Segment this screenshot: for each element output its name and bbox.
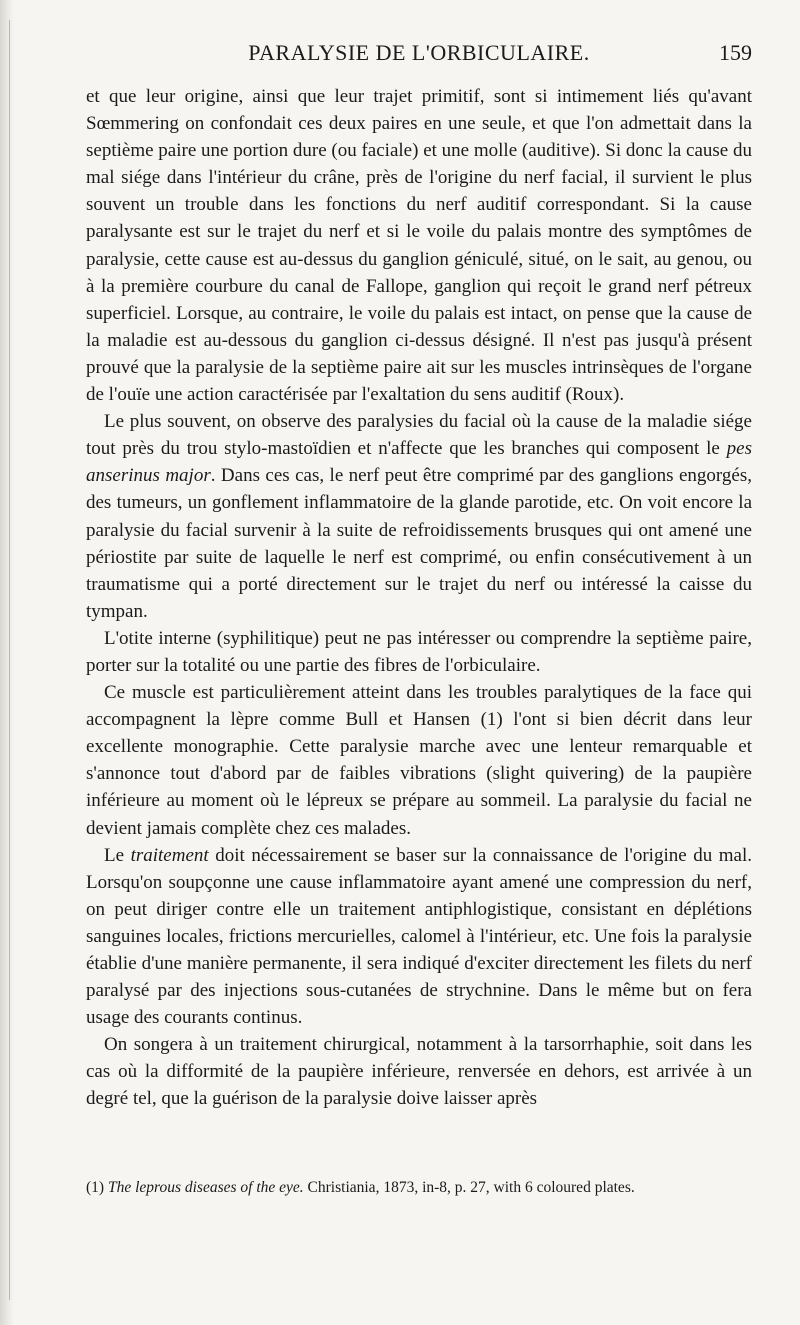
main-text — [86, 83, 752, 1113]
paragraph-2-text-b: . Dans ces cas, le nerf peut être comprimé par des ganglions engorgés, des tumeurs, un gonflement inflammatoire de la glande parotide, etc. On voit encore la paralysie du facial survenir à la suite de refroidissements brusques qui ont amené une périostite par suite de laquelle le nerf est comprimé, ou enfin consécutivement à un traumatisme qui a porté directement sur le trajet du nerf ou intéressé la caisse du tympan. — [86, 465, 752, 622]
paragraph-4: Ce muscle est particulièrement atteint dans les troubles paralytiques de la face qui accompagnent la lèpre comme Bull et Hansen (1) l'ont si bien décrit dans leur excellente monographie. Cette paralysie marche avec une lenteur remarquable et s'annonce tout d'abord par de faibles vibrations (slight quivering) de la paupière inférieure au moment où le lépreux se prépare au sommeil. La paralysie du facial ne devient jamais complète chez ces malades. — [86, 682, 752, 839]
paragraph-5 — [86, 842, 752, 1032]
footnote-title: The leprous diseases of the eye. — [107, 1179, 304, 1196]
paragraph-5-italic: traitement — [130, 844, 209, 866]
paragraph-5-text-a: Le — [104, 844, 131, 866]
footnote — [86, 1177, 752, 1199]
paragraph-3: L'otite interne (syphilitique) peut ne pas intéresser ou comprendre la septième paire, porter sur la totalité ou une partie des fibres de l'orbiculaire. — [86, 627, 752, 676]
footnote-citation: Christiania, 1873, in-8, p. 27, with 6 coloured plates. — [303, 1179, 635, 1196]
paragraph-2-italic: pes anserinus major — [86, 438, 752, 487]
footnote-marker: (1) — [86, 1179, 108, 1196]
gutter-line — [9, 20, 10, 1300]
paragraph-2 — [86, 408, 752, 625]
paragraph-6: On songera à un traitement chirurgical, notamment à la tarsorrhaphie, soit dans les cas où la difformité de la paupière inférieure, renversée en dehors, est arrivée à un degré tel, que la guérison de la paralysie doive laisser après — [86, 1034, 752, 1110]
paragraph-2-text-a: Le plus souvent, on observe des paralysies du facial où la cause de la maladie siége tout près du trou stylo-mastoïdien et n'affecte que les branches qui composent le — [86, 411, 752, 460]
paragraph-1: et que leur origine, ainsi que leur trajet primitif, sont si intimement liés qu'avant Sœmmering on confondait ces deux paires en une seule, et que l'on admettait dans la septième paire une portion dure (ou faciale) et une molle (auditive). Si donc la cause du mal siége dans l'intérieur du crâne, près de l'origine du nerf facial, il survient le plus souvent un trouble dans les fonctions du nerf auditif correspondant. Si la cause paralysante est sur le trajet du nerf et si le voile du palais montre des symptômes de paralysie, cette cause est au-dessus du ganglion géniculé, situé, on le sait, au genou, ou à la première courbure du canal de Fallope, ganglion qui reçoit le grand nerf pétreux superficiel. Lorsque, au contraire, le voile du palais est intact, on pense que la cause de la maladie est au-dessous du ganglion ci-dessus désigné. Il n'est pas jusqu'à présent prouvé que la paralysie de la septième paire ait sur les muscles intrinsèques de l'organe de l'ouïe une action caractérisée par l'exaltation du sens auditif (Roux). — [86, 86, 752, 406]
page-number: 159 — [719, 40, 752, 65]
running-title: PARALYSIE DE L'ORBICULAIRE. — [248, 40, 590, 65]
paragraph-5-text-b: doit nécessairement se baser sur la connaissance de l'origine du mal. Lorsqu'on soupçonne une cause inflammatoire ayant amené une compression du nerf, on peut diriger contre elle un traitement antiphlogistique, consistant en déplétions sanguines locales, frictions mercurielles, calomel à l'intérieur, etc. Une fois la paralysie établie d'une manière permanente, il sera indiqué d'exciter directement les filets du nerf paralysé par des injections sous-cutanées de strychnine. Dans le même but on fera usage des courants continus. — [86, 844, 752, 1029]
book-spine-edge — [0, 0, 14, 1325]
page-header — [86, 40, 752, 70]
